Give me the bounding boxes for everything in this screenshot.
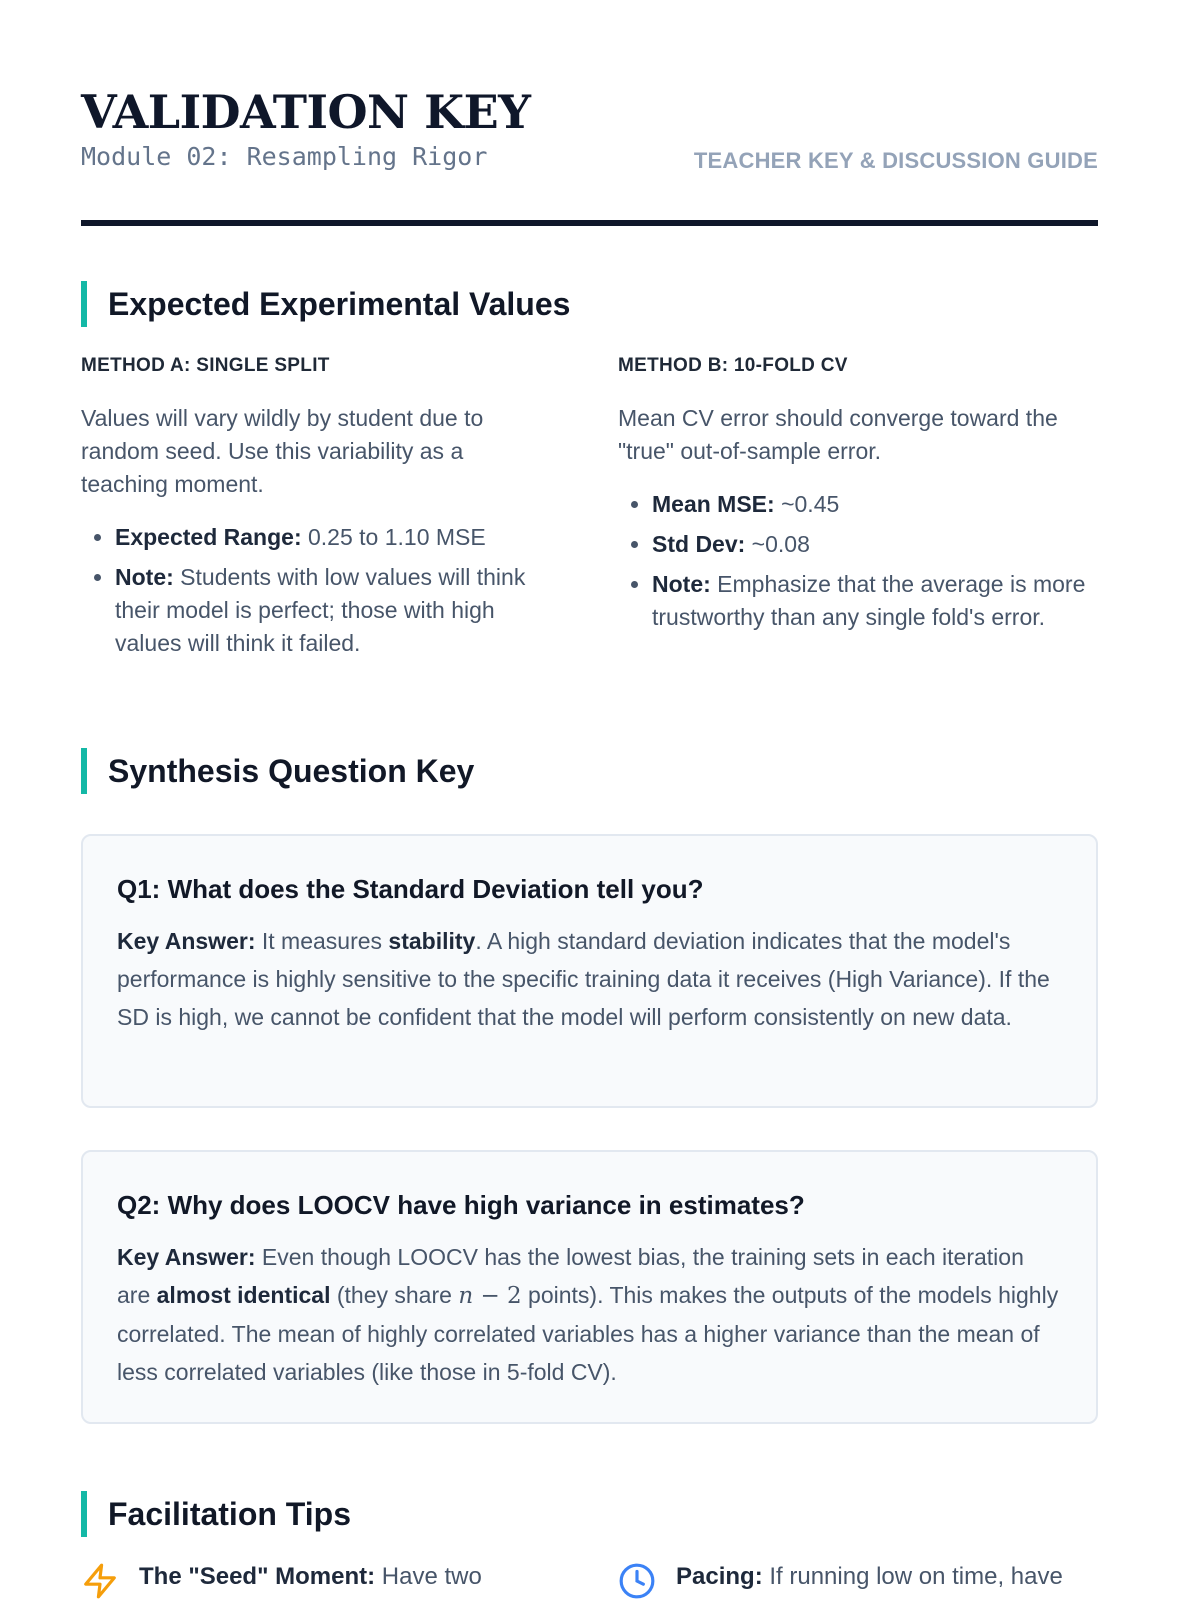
document-title: VALIDATION KEY xyxy=(81,85,531,139)
question-q2: Q2: Why does LOOCV have high variance in estimates? xyxy=(117,1190,805,1220)
method-b-label: METHOD B: 10-FOLD CV xyxy=(618,355,848,376)
list-item xyxy=(115,521,556,554)
answer-text: points). This makes the outputs of the models highly correlated. The mean of highly correlated variables has a higher variance than the mean of less correlated variables (like those in 5-fold CV). xyxy=(117,1282,1059,1385)
bullet-text: Students with low values will think their model is perfect; those with high values will think it failed. xyxy=(115,564,526,656)
tip-pacing xyxy=(618,1560,1098,1600)
bullet-text: ~0.45 xyxy=(774,491,840,517)
math-expression xyxy=(458,1283,521,1309)
bullet-label: Std Dev: xyxy=(652,531,746,557)
expected-values-columns xyxy=(81,352,1098,667)
list-item xyxy=(652,568,1098,634)
method-a-column xyxy=(81,352,556,667)
tip-body: If running low on time, have xyxy=(762,1563,1063,1590)
document-header xyxy=(81,0,1098,224)
answer-text: . A high standard deviation indicates that the model's performance is highly sensitive to the specific training data it receives (High Variance). If the SD is high, we cannot be confident that the model will perform consistently on new data. xyxy=(117,928,1050,1030)
math-operator: − 2 xyxy=(473,1283,522,1309)
key-answer-label: Key Answer: xyxy=(117,928,256,954)
bullet-label: Note: xyxy=(115,564,174,590)
answer-text: Even though LOOCV has the lowest bias, the training sets in each iteration are xyxy=(117,1244,1024,1308)
method-b-column xyxy=(618,352,1098,667)
math-variable: n xyxy=(458,1283,474,1309)
method-b-description: Mean CV error should converge toward the "true" out-of-sample error. xyxy=(618,405,1058,464)
answer-emphasis: almost identical xyxy=(156,1282,331,1308)
bullet-text: 0.25 to 1.10 MSE xyxy=(301,524,486,550)
document-subtitle: Module 02: Resampling Rigor xyxy=(81,142,488,171)
answer-emphasis: stability xyxy=(388,928,476,954)
key-answer-label: Key Answer: xyxy=(117,1244,256,1270)
bullet-label: Expected Range: xyxy=(115,524,302,550)
bullet-label: Note: xyxy=(652,571,711,597)
answer-text: It measures xyxy=(255,928,389,954)
method-a-description: Values will vary wildly by student due to random seed. Use this variability as a teaching moment. xyxy=(81,405,484,497)
facilitation-tips xyxy=(81,1560,1098,1600)
document-tag: TEACHER KEY & DISCUSSION GUIDE xyxy=(693,148,1098,173)
list-item xyxy=(652,488,1098,521)
bullet-text: Emphasize that the average is more trustworthy than any single fold's error. xyxy=(652,571,1086,630)
section-title-facilitation-tips: Facilitation Tips xyxy=(81,1491,351,1537)
bullet-label: Mean MSE: xyxy=(652,491,775,517)
tip-seed-moment xyxy=(81,1560,561,1600)
list-item xyxy=(115,561,556,660)
clock-icon xyxy=(618,1562,656,1600)
tip-text xyxy=(139,1560,482,1594)
answer-text: (they share xyxy=(330,1282,459,1308)
tip-label: The "Seed" Moment: xyxy=(139,1563,376,1590)
tip-label: Pacing: xyxy=(676,1563,763,1590)
list-item xyxy=(652,528,1098,561)
tip-text xyxy=(676,1560,1063,1594)
header-divider xyxy=(81,220,1098,226)
lightning-icon xyxy=(81,1562,119,1600)
bullet-text: ~0.08 xyxy=(745,531,810,557)
question-q1: Q1: What does the Standard Deviation tell you? xyxy=(117,874,704,904)
answer-q2 xyxy=(117,1238,1062,1391)
method-b-bullets xyxy=(618,488,1098,634)
section-title-expected-values: Expected Experimental Values xyxy=(81,281,570,327)
question-card-q2 xyxy=(81,1150,1098,1424)
section-title-synthesis: Synthesis Question Key xyxy=(81,748,474,794)
method-a-label: METHOD A: SINGLE SPLIT xyxy=(81,355,330,376)
method-a-bullets xyxy=(81,521,556,660)
question-card-q1 xyxy=(81,834,1098,1108)
answer-q1 xyxy=(117,922,1062,1036)
tip-body: Have two xyxy=(375,1563,482,1590)
